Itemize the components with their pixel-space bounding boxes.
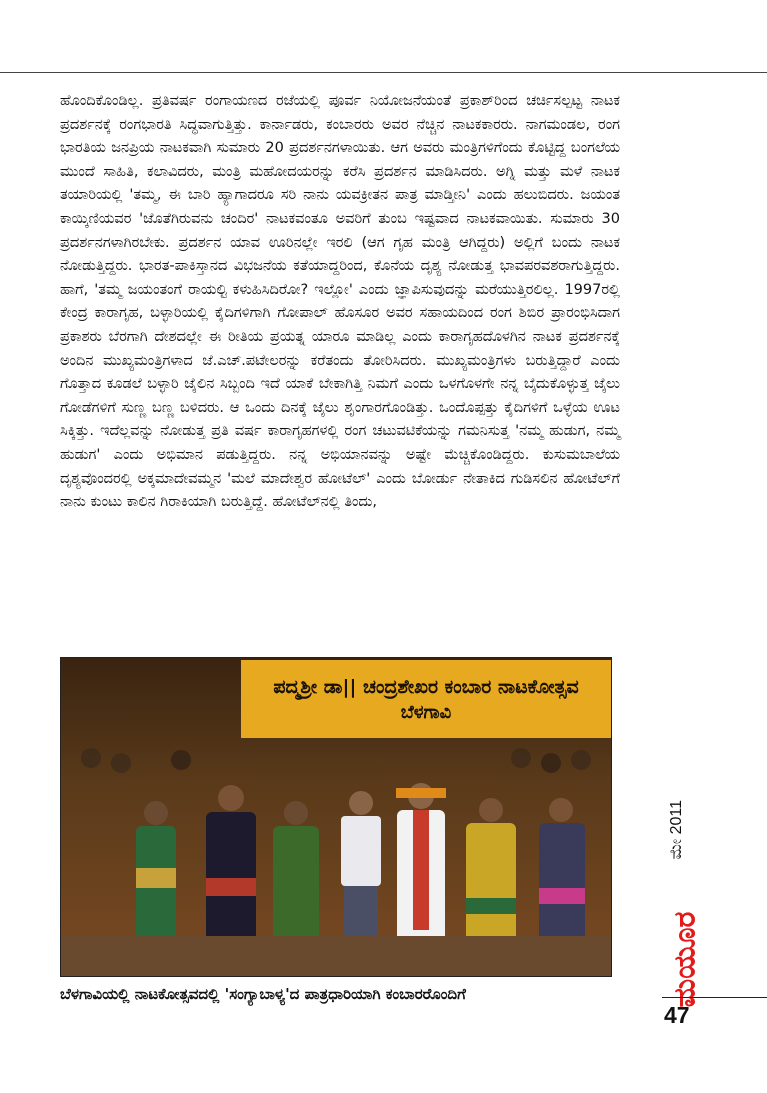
footer-divider bbox=[662, 997, 767, 998]
banner-title: ಪದ್ಮಶ್ರೀ ಡಾ|| ಚಂದ್ರಶೇಖರ ಕಂಬಾರ ನಾಟಕೋತ್ಸವ bbox=[273, 675, 579, 698]
stage-floor bbox=[61, 936, 611, 976]
top-divider bbox=[0, 72, 767, 73]
article-body bbox=[60, 90, 620, 515]
event-photo bbox=[60, 657, 612, 977]
banner-subtitle: ಬೆಳಗಾವಿ bbox=[400, 701, 452, 723]
background-crowd bbox=[81, 748, 591, 773]
page-number: 47 bbox=[664, 1002, 690, 1028]
photo-caption: ಬೆಳಗಾವಿಯಲ್ಲಿ ನಾಟಕೋತ್ಸವದಲ್ಲಿ 'ಸಂಗ್ಯಾಬಾಳ್ಯ'ದ ಪಾತ್ರಧಾರಿಯಾಗಿ ಕಂಬಾರರೊಂದಿಗೆ bbox=[60, 985, 466, 1003]
article-paragraph: ಹೊಂದಿಕೊಂಡಿಲ್ಲ. ಪ್ರತಿವರ್ಷ ರಂಗಾಯಣದ ರಜೆಯಲ್ಲಿ ಪೂರ್ವ ನಿಯೋಜನೆಯಂತೆ ಪ್ರಕಾಶ್‌ರಿಂದ ಚರ್ಚಿಸಲ್ಪಟ್ಟ ನಾಟಕ ಪ್ರದರ್ಶನಕ್ಕೆ ರಂಗಭಾರತಿ ಸಿದ್ಧವಾಗುತ್ತಿತ್ತು. ಕಾರ್ನಾಡರು, ಕಂಬಾರರು ಅವರ ನೆಚ್ಚಿನ ನಾಟಕಕಾರರು. ನಾಗಮಂಡಲ, ರಂಗ ಭಾರತಿಯ ಜನಪ್ರಿಯ ನಾಟಕವಾಗಿ ಸುಮಾರು 20 ಪ್ರದರ್ಶನಗಳಾಯಿತು. ಆಗ ಅವರು ಮಂತ್ರಿಗಳಿಗೆಂದು ಕೊಟ್ಟಿದ್ದ ಬಂಗಲೆಯ ಮುಂದೆ ಸಾಹಿತಿ, ಕಲಾವಿದರು, ಮಂತ್ರಿ ಮಹೋದಯರನ್ನು ಕರೆಸಿ ಪ್ರದರ್ಶನ ಮಾಡಿಸಿದರು. ಅಗ್ನಿ ಮತ್ತು ಮಳೆ ನಾಟಕ ತಯಾರಿಯಲ್ಲಿ 'ತಮ್ಮ, ಈ ಬಾರಿ ಹ್ಯಾಗಾದರೂ ಸರಿ ನಾನು ಯವಕ್ರೀತನ ಪಾತ್ರ ಮಾಡ್ತೀನಿ' ಎಂದು ಹಲುಬಿದರು. ಜಯಂತ ಕಾಯ್ಕಿಣಿಯವರ 'ಜೊತೆಗಿರುವನು ಚಂದಿರ' ನಾಟಕವಂತೂ ಅವರಿಗೆ ತುಂಬ ಇಷ್ಟವಾದ ನಾಟಕವಾಯಿತು. ಸುಮಾರು 30 ಪ್ರದರ್ಶನಗಳಾಗಿರಬೇಕು. ಪ್ರದರ್ಶನ ಯಾವ ಊರಿನಲ್ಲೇ ಇರಲಿ (ಆಗ ಗೃಹ ಮಂತ್ರಿ ಆಗಿದ್ದರು) ಅಲ್ಲಿಗೆ ಬಂದು ನಾಟಕ ನೋಡುತ್ತಿದ್ದರು. ಭಾರತ-ಪಾಕಿಸ್ತಾನದ ವಿಭಜನೆಯ ಕತೆಯಾದ್ದರಿಂದ, ಕೊನೆಯ ದೃಶ್ಯ ನೋಡುತ್ತ ಭಾವಪರವಶರಾಗುತ್ತಿದ್ದರು. ಹಾಗೆ, 'ತಮ್ಮ ಜಯಂತಂಗೆ ರಾಯಲ್ಟಿ ಕಳುಹಿಸಿದಿರೋ? ಇಲ್ಲೋ' ಎಂದು ಜ್ಞಾಪಿಸುವುದನ್ನು ಮರೆಯುತ್ತಿರಲಿಲ್ಲ. 1997ರಲ್ಲಿ ಕೇಂದ್ರ ಕಾರಾಗೃಹ, ಬಳ್ಳಾರಿಯಲ್ಲಿ ಕೈದಿಗಳಿಗಾಗಿ ಗೋಪಾಲ್ ಹೊಸೂರ ಅವರ ಸಹಾಯದಿಂದ ರಂಗ ಶಿಬಿರ ಪ್ರಾರಂಭಿಸಿದಾಗ ಪ್ರಕಾಶರು ಬೆರಗಾಗಿ ದೇಶದಲ್ಲೇ ಈ ರೀತಿಯ ಪ್ರಯತ್ನ ಯಾರೂ ಮಾಡಿಲ್ಲ ಎಂದು ಕಾರಾಗೃಹದೊಳಗಿನ ನಾಟಕ ಪ್ರದರ್ಶನಕ್ಕೆ ಅಂದಿನ ಮುಖ್ಯಮಂತ್ರಿಗಳಾದ ಜೆ.ಎಚ್.ಪಟೇಲರನ್ನು ಕರೆತಂದು ತೋರಿಸಿದರು. ಮುಖ್ಯಮಂತ್ರಿಗಳು ಬರುತ್ತಿದ್ದಾರೆ ಎಂದು ಗೊತ್ತಾದ ಕೂಡಲೆ ಬಳ್ಳಾರಿ ಜೈಲಿನ ಸಿಬ್ಬಂದಿ ಇದೆ ಯಾಕೆ ಬೇಕಾಗಿತ್ತಿ ನಿಮಗೆ ಎಂದು ಒಳಗೊಳಗೇ ನನ್ನ ಬೈದುಕೊಳ್ಳುತ್ತ ಜೈಲು ಗೋಡೆಗಳಿಗೆ ಸುಣ್ಣ ಬಣ್ಣ ಬಳಿದರು. ಆ ಒಂದು ದಿನಕ್ಕೆ ಜೈಲು ಶೃಂಗಾರಗೊಂಡಿತ್ತು. ಒಂದೊಪ್ಪತ್ತು ಕೈದಿಗಳಿಗೆ ಒಳ್ಳೆಯ ಊಟ ಸಿಕ್ಕಿತ್ತು. ಇದೆಲ್ಲವನ್ನು ನೋಡುತ್ತ ಪ್ರತಿ ವರ್ಷ ಕಾರಾಗೃಹಗಳಲ್ಲಿ ರಂಗ ಚಟುವಟಿಕೆಯನ್ನು ಗಮನಿಸುತ್ತ 'ನಮ್ಮ ಹುಡುಗ, ನಮ್ಮ ಹುಡುಗ' ಎಂದು ಅಭಿಮಾನ ಪಡುತ್ತಿದ್ದರು. ನನ್ನ ಅಭಿಯಾನವನ್ನು ಅಷ್ಟೇ ಮೆಚ್ಚಿಕೊಂಡಿದ್ದರು. ಕುಸುಮಬಾಲೆಯ ದೃಶ್ಯವೊಂದರಲ್ಲಿ ಅಕ್ಕಮಾದೇವಮ್ಮನ 'ಮಲೆ ಮಾದೇಶ್ವರ ಹೋಟೆಲ್' ಎಂದು ಬೋರ್ಡು ನೇತಾಕಿದ ಗುಡಿಸಲಿನ ಹೋಟೆಲ್‌ಗೆ ನಾನು ಕುಂಟು ಕಾಲಿನ ಗಿರಾಕಿಯಾಗಿ ಬರುತ್ತಿದ್ದೆ. ಹೋಟೆಲ್‌ನಲ್ಲಿ ತಿಂದು, bbox=[60, 93, 620, 511]
magazine-logo-text: ಮಯೂರ bbox=[667, 911, 703, 1007]
magazine-logo bbox=[662, 911, 708, 1007]
issue-date: ಮೇ 2011 bbox=[668, 800, 685, 860]
